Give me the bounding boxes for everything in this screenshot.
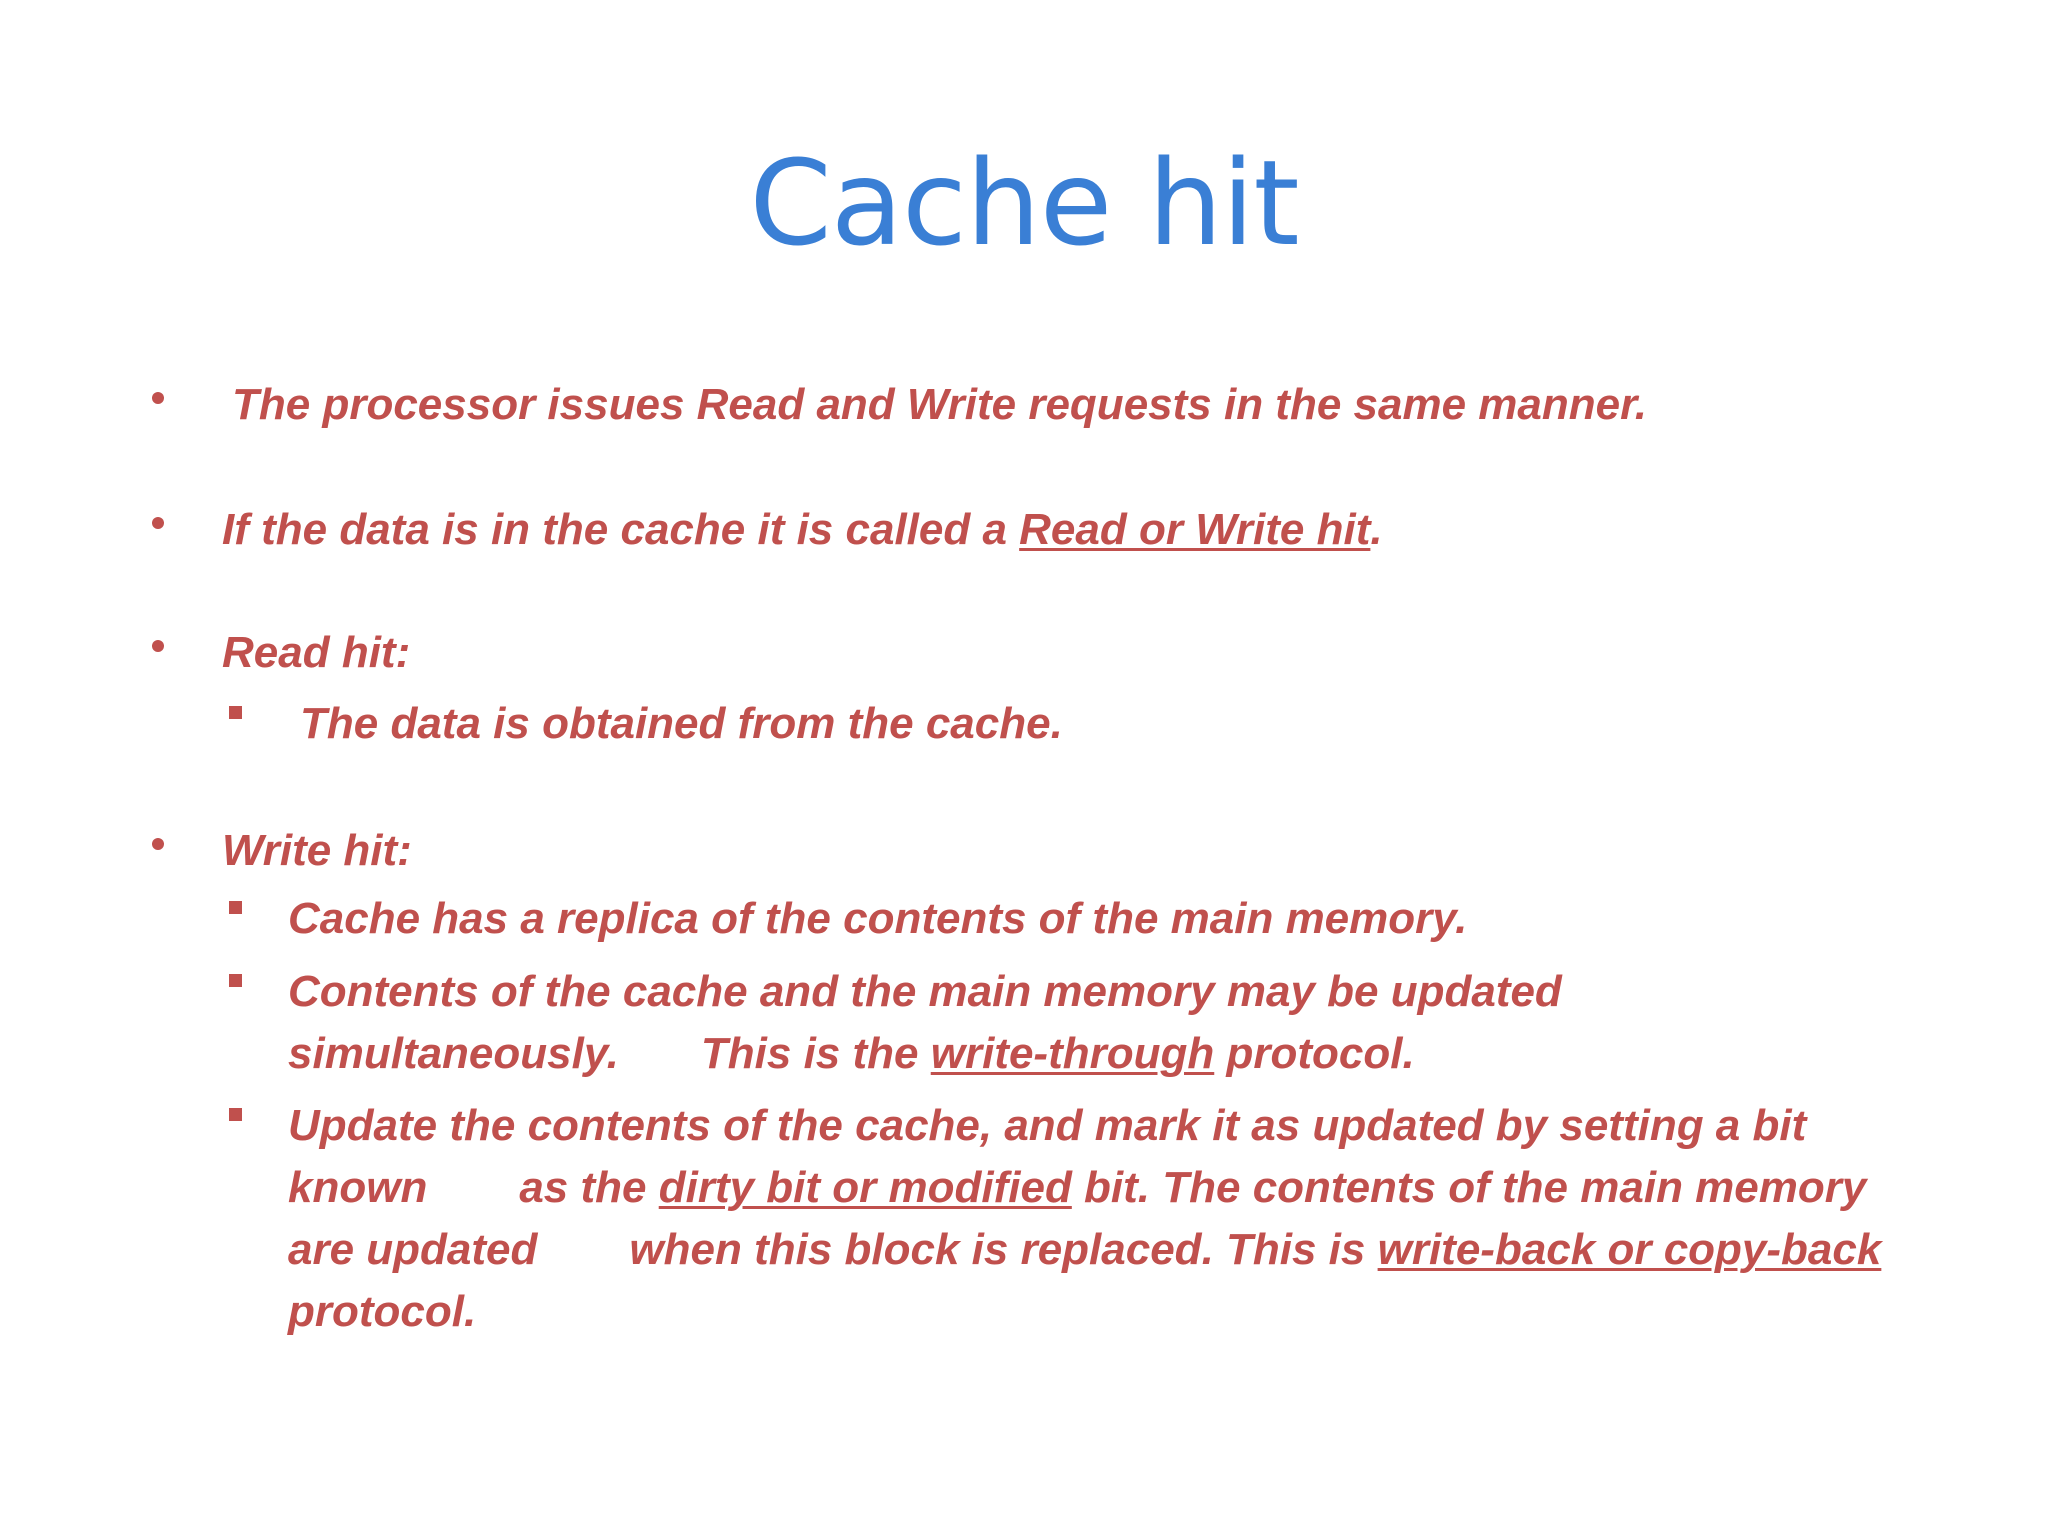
bullet-text: The processor issues Read and Write requests in the same manner. xyxy=(232,380,1648,429)
line-text: as the xyxy=(519,1163,659,1212)
bullet-text: If the data is in the cache it is called a xyxy=(222,505,1020,554)
sub-bullet-cache-replica: Cache has a replica of the contents of the main memory. xyxy=(288,894,1468,943)
line-text: are updated xyxy=(288,1225,538,1274)
bullet-dot xyxy=(152,392,164,404)
sub-bullet-write-back-line4: protocol. xyxy=(288,1287,477,1336)
bullet-processor-requests xyxy=(232,374,1647,436)
bullet-dot xyxy=(152,640,164,652)
read-or-write-hit-term: Read or Write hit xyxy=(1019,505,1371,554)
sub-bullet-data-from-cache: The data is obtained from the cache. xyxy=(300,699,1063,748)
sub-bullet-write-through-line2 xyxy=(288,1023,1415,1085)
sub-bullet-square xyxy=(229,974,242,987)
line-text: simultaneously. xyxy=(288,1029,619,1078)
bullet-text-end: . xyxy=(1370,505,1383,554)
sub-bullet-square xyxy=(229,706,242,719)
sub-bullet-write-through-line1: Contents of the cache and the main memory may be updated xyxy=(288,967,1562,1016)
dirty-bit-term: dirty bit or modified xyxy=(658,1163,1072,1212)
bullet-read-hit-label: Read hit: xyxy=(222,628,411,677)
sub-bullet-write-back-line3 xyxy=(288,1219,1881,1281)
write-through-term: write-through xyxy=(930,1029,1215,1078)
bullet-dot xyxy=(152,838,164,850)
slide-title: Cache hit xyxy=(749,134,1299,272)
write-back-term: write-back or copy-back xyxy=(1377,1225,1882,1274)
bullet-dot xyxy=(152,517,164,529)
line-text: bit. The contents of the main memory xyxy=(1071,1163,1867,1212)
line-text: This is the xyxy=(700,1029,931,1078)
sub-bullet-write-back-line1: Update the contents of the cache, and mark it as updated by setting a bit xyxy=(288,1101,1807,1150)
bullet-write-hit-label: Write hit: xyxy=(222,826,412,875)
line-text: protocol. xyxy=(1214,1029,1415,1078)
line-text: when this block is replaced. This is xyxy=(629,1225,1378,1274)
sub-bullet-write-back-line2 xyxy=(288,1157,1866,1219)
bullet-read-write-hit xyxy=(222,499,1383,561)
line-text: known xyxy=(288,1163,428,1212)
sub-bullet-square xyxy=(229,901,242,914)
sub-bullet-square xyxy=(229,1108,242,1121)
